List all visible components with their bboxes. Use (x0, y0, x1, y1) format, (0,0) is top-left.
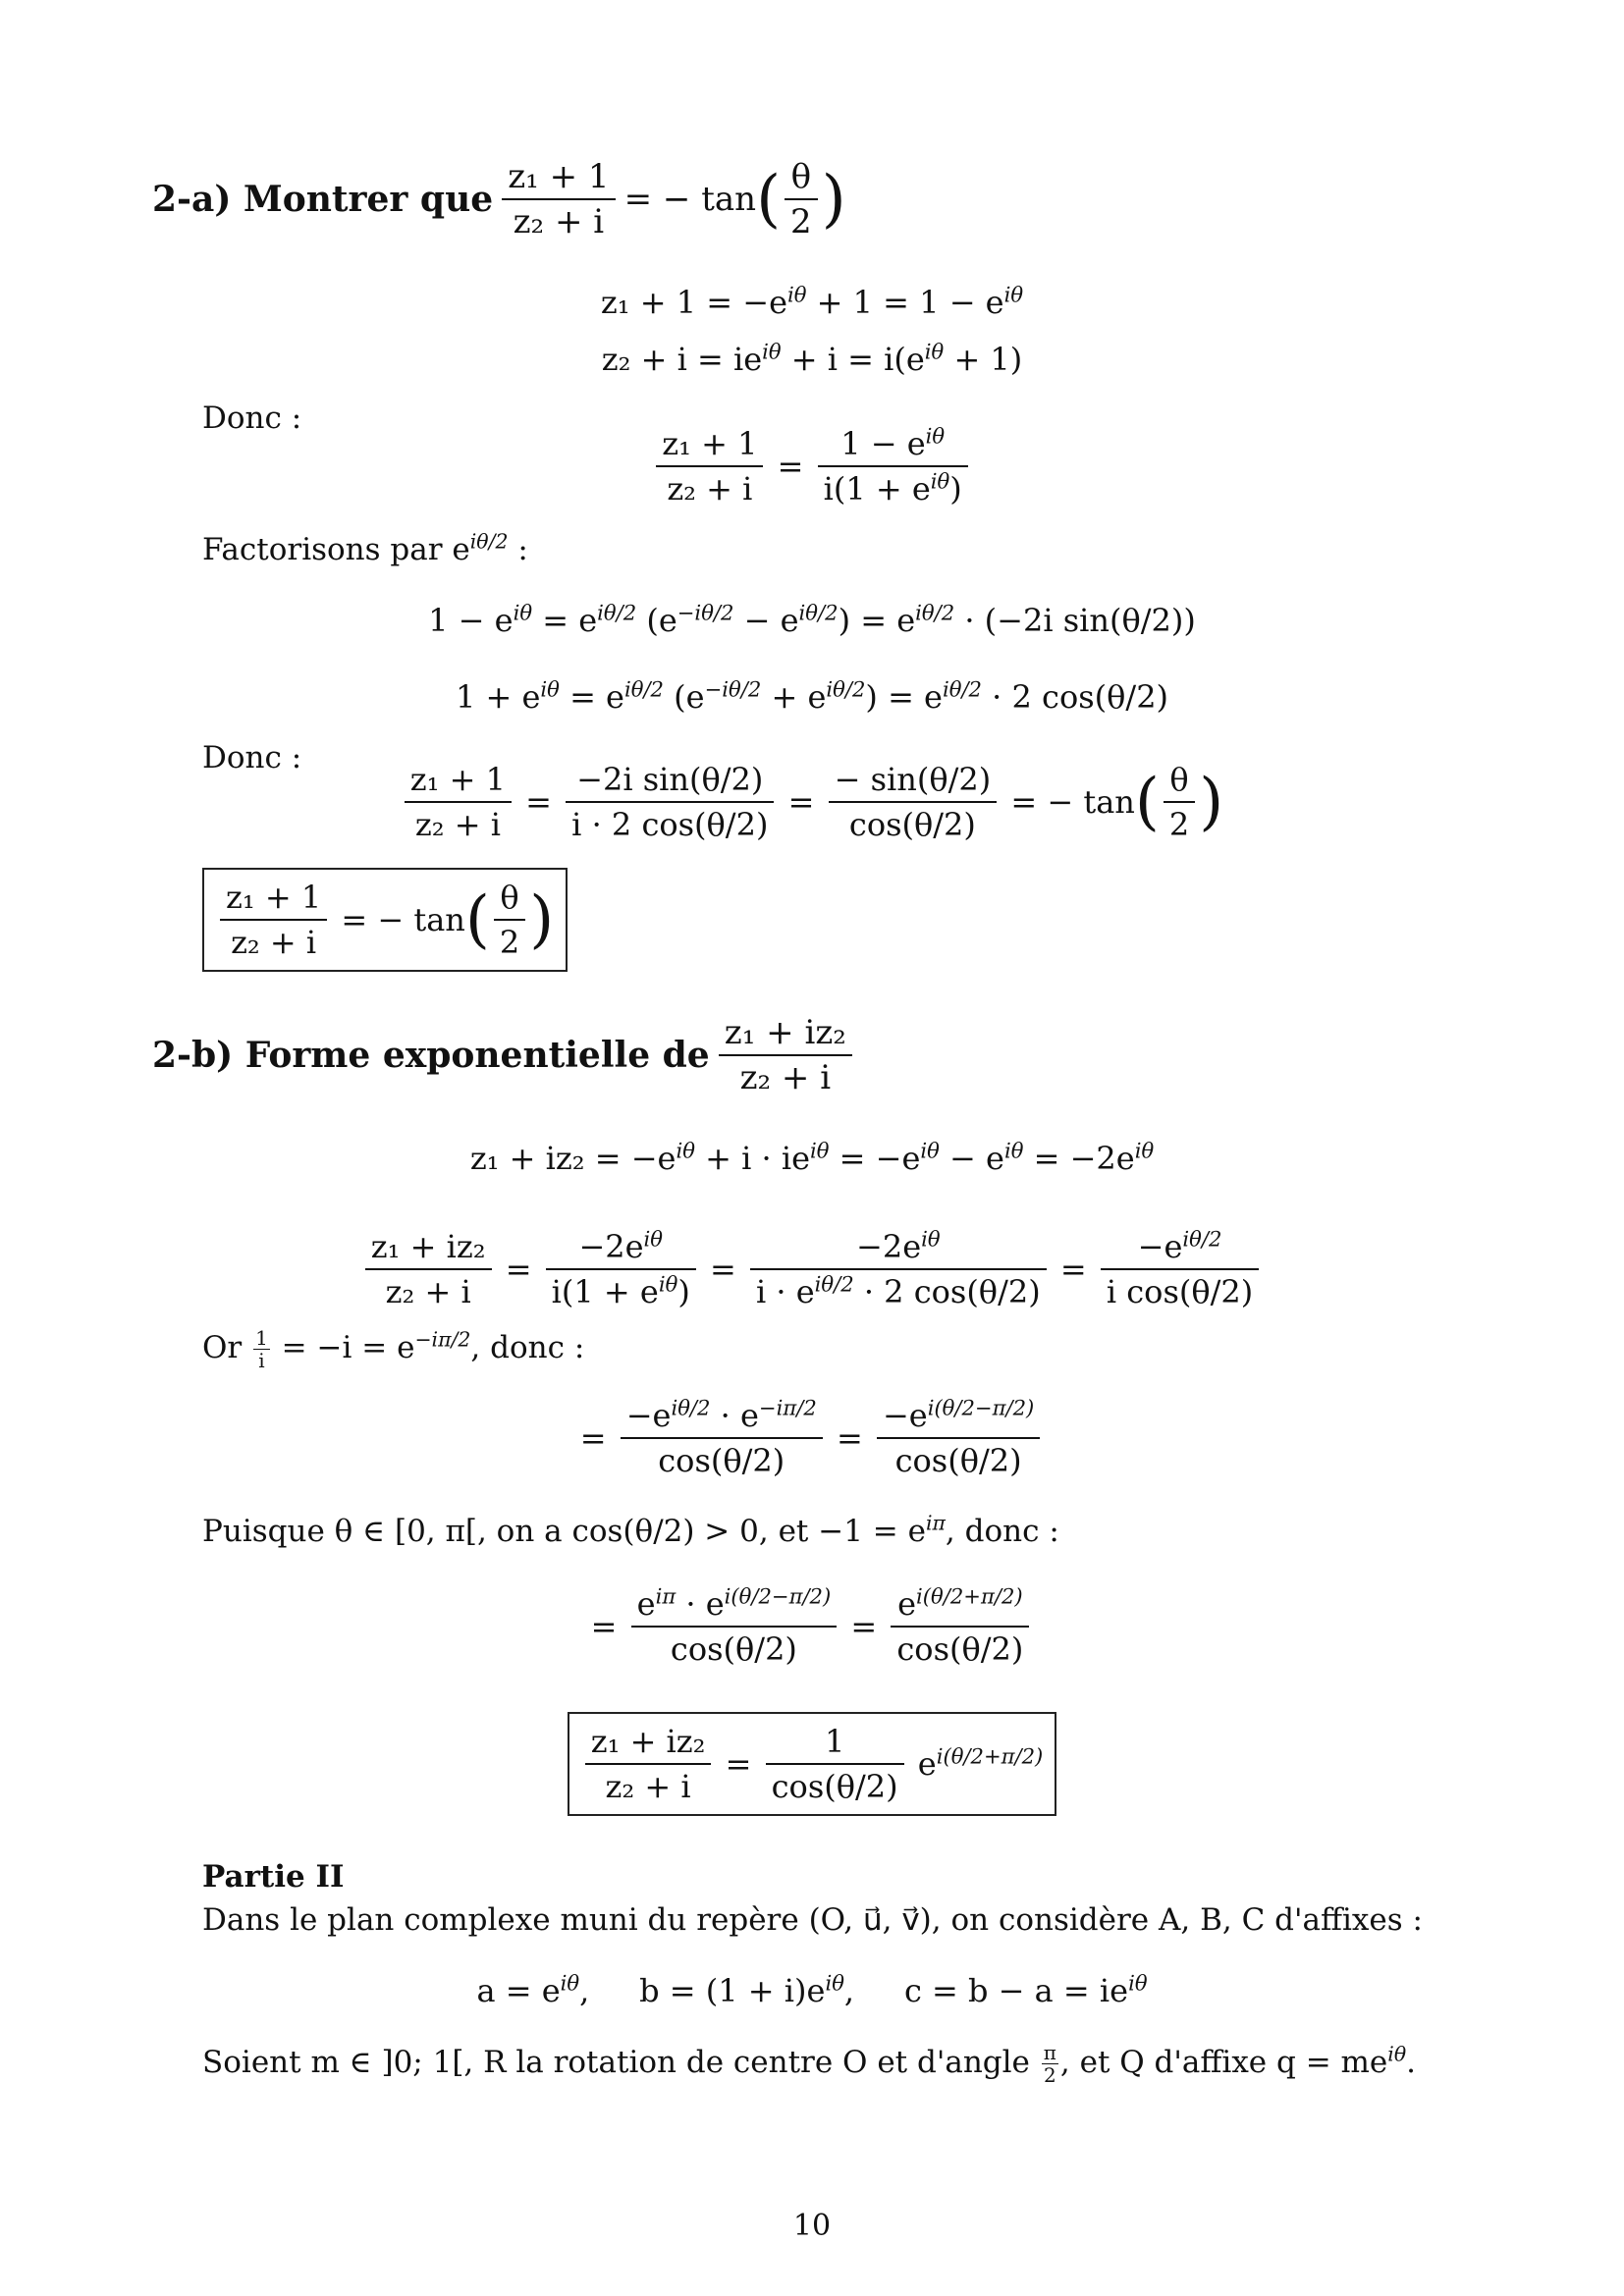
section-2b-heading: 2-b) Forme exponentielle de $\frac{\text{z₁ + iz₂}}{\text{z₂ + i}}$ (152, 1011, 856, 1099)
partie-2-intro: Dans le plan complexe muni du repère (O, u⃗, v⃗), on considère A, B, C d'affixes : (202, 1902, 1423, 1938)
page-number: 10 (792, 2209, 832, 2243)
boxed-result-2b: $\frac{\text{z₁ + iz₂}}{\text{z₂ + i}}$ = $\frac{1}{\cos(\theta/2)}$ $e^{i(\theta/2+\pi/2)}$ (568, 1712, 1057, 1816)
equation-z1-plus-iz2: $z_1 + iz_2 = -e^{i\theta} + i \cdot ie^{i\theta} = -e^{i\theta} - e^{i\theta} = -2e^{i\theta}$ (469, 1138, 1155, 1177)
equation-affixes: $a = e^{i\theta}$, $b = (1 + i)e^{i\theta}$, $c = b - a = ie^{i\theta}$ (476, 1970, 1148, 2009)
donc-label-1: Donc : (202, 400, 302, 436)
equation-ratio-1: $\frac{\text{z₁ + 1}}{\text{z₂ + i}}$ = $\frac{1 - e^{i\theta}}{i(1 + e^{i\theta})}$ (0, 422, 1624, 510)
section-2a-title: 2-a) Montrer que (152, 179, 494, 220)
donc-label-2: Donc : (202, 740, 302, 775)
equation-exp-chain: $\frac{\text{z₁ + iz₂}}{\text{z₂ + i}}$ = $\frac{-2e^{i\theta}}{i(1 + e^{i\theta})}$ = $\frac{-2e^{i\theta}}{i \cdot e^{i\theta/2} \cdot 2 \cos(\theta/2)}$ = $\frac{-e^{i\theta/2}}{\text{i cos(θ/2)}}$ (0, 1225, 1624, 1313)
equation-factor-2: $1 + e^{i\theta} = e^{i\theta/2}$ $(e^{-i\theta/2} + e^{i\theta/2}) = e^{i\theta/2} \cdot 2$ cos(θ/2) (455, 676, 1169, 716)
boxed-result-2b-wrap (0, 1712, 1624, 1816)
section-2a-heading: 2-a) Montrer que $\frac{\text{z₁ + 1}}{\text{z₂ + i}}$ = − tan( $\frac{\theta}{2}$ ) (152, 157, 846, 241)
equation-factor-1: $1 - e^{i\theta} = e^{i\theta/2}$ $(e^{-i\theta/2} - e^{i\theta/2}) = e^{i\theta/2} \cdot (-2i$ sin(θ/2)) (428, 600, 1196, 639)
section-2b-title: 2-b) Forme exponentielle de (152, 1035, 710, 1076)
equation-line3: = $\frac{e^{i\pi} \cdot e^{i(\theta/2-\pi/2)}}{\cos(\theta/2)}$ = $\frac{e^{i(\theta/2+\pi/2)}}{\cos(\theta/2)}$ (0, 1582, 1624, 1671)
equation-z1-plus-1: $z_1 + 1 = -e^{i\theta} + 1 = 1 - e^{i\theta}$ (600, 282, 1024, 321)
equation-chain-tan: $\frac{\text{z₁ + 1}}{\text{z₂ + i}}$ = $\frac{\text{−2i sin(θ/2)}}{i \cdot 2 \cos(\theta/2)}$ = $\frac{- \sin(\theta/2)}{\cos(\theta/2)}$ = − tan( $\frac{\theta}{2}$ ) (0, 758, 1624, 846)
partie-2-title: Partie II (202, 1859, 345, 1895)
factor-text: Factorisons par $e^{i\theta/2}$ : (202, 529, 528, 567)
equation-z2-plus-i: $z_2 + i = ie^{i\theta} + i = i(e^{i\theta} + 1)$ (601, 339, 1023, 378)
soient-text: Soient m ∈ ]0; 1[, R la rotation de centre O et d'angle $\frac{\pi}{2}$ , et Q d'affixe $q = me^{i\theta}$. (202, 2041, 1416, 2087)
equation-line2: = $\frac{-e^{i\theta/2} \cdot e^{-i\pi/2}}{\cos(\theta/2)}$ = $\frac{-e^{i(\theta/2-\pi/2)}}{\cos(\theta/2)}$ (0, 1394, 1624, 1482)
puisque-text: Puisque θ ∈ [0, π[, on a cos(θ/2) > 0, et $-1 = e^{i\pi}$, donc : (202, 1511, 1059, 1549)
or-text: Or $\frac{1}{i}$ = $-i = e^{-i\pi/2}$, donc : (202, 1326, 585, 1372)
boxed-result-2a: $\frac{\text{z₁ + 1}}{\text{z₂ + i}}$ = − tan( $\frac{\theta}{2}$ ) (202, 868, 568, 972)
heading-fraction: $\frac{\text{z₁ + 1}}{\text{z₂ + i}}$ (502, 155, 615, 243)
